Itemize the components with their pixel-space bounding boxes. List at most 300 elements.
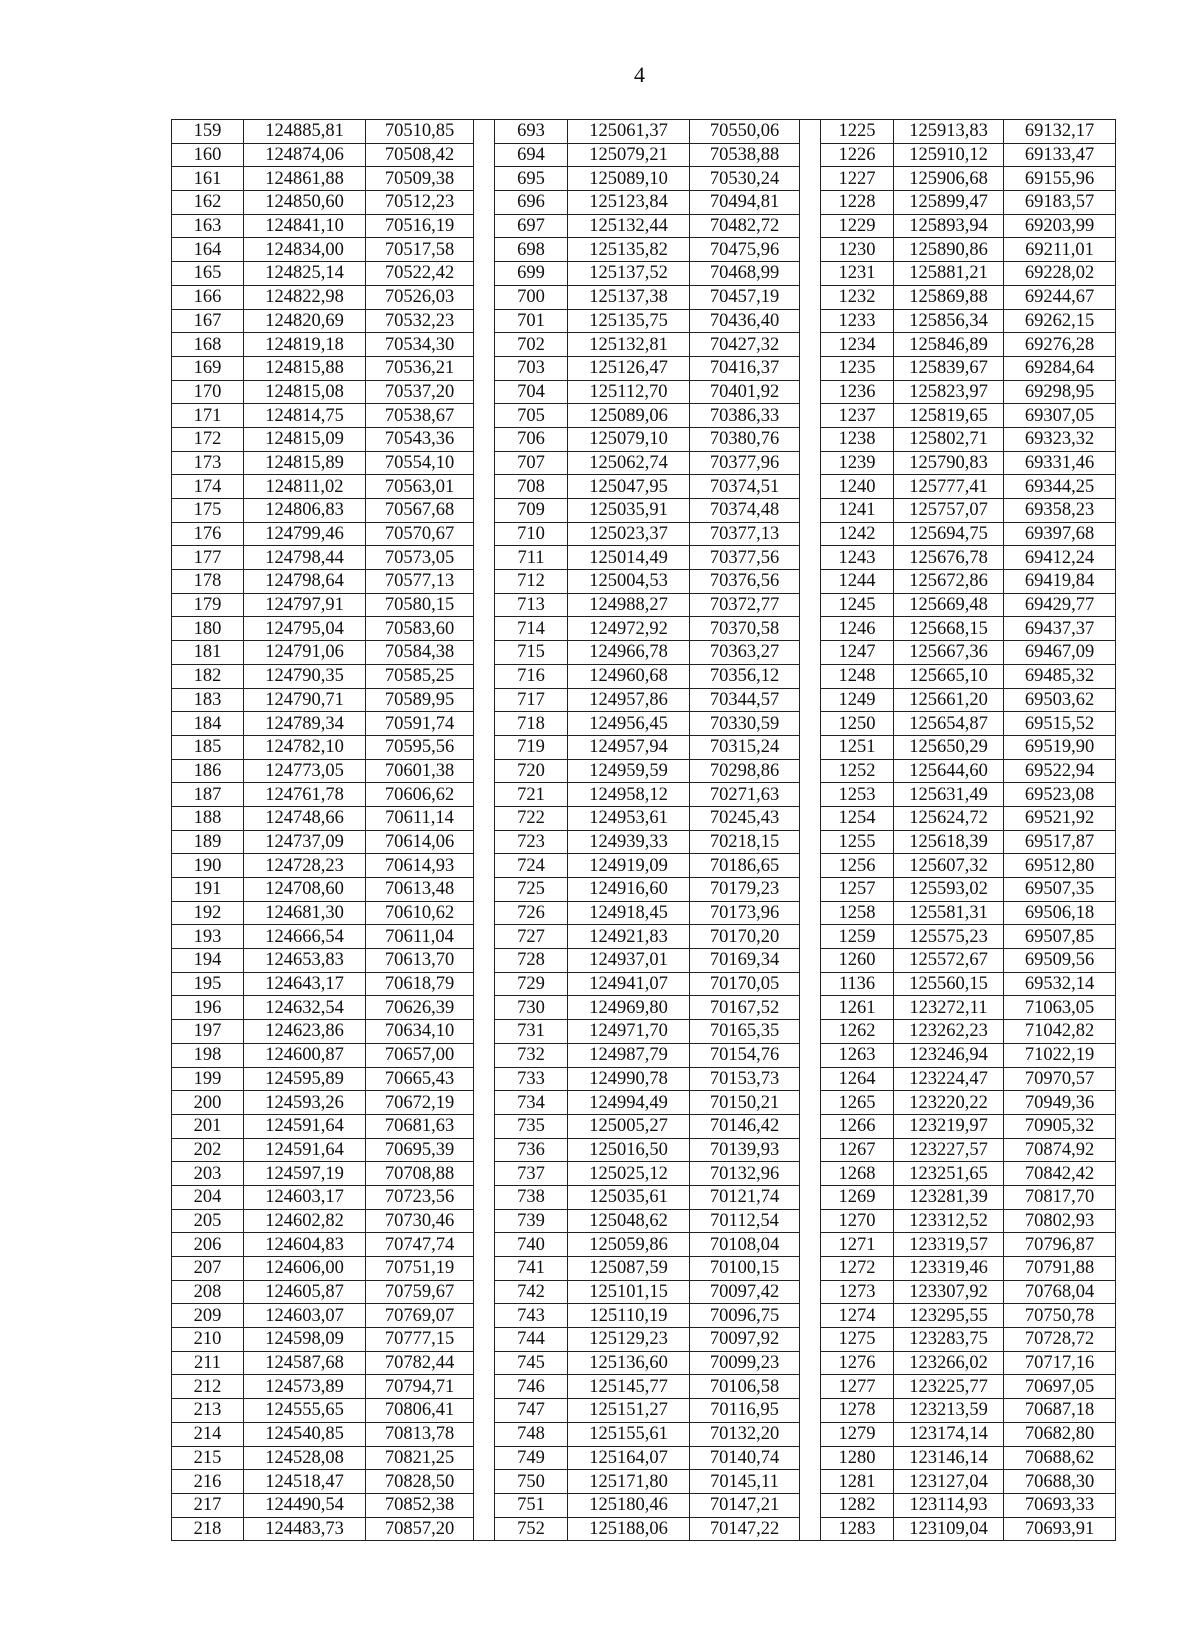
y-coordinate-cell: 70806,41 xyxy=(366,1399,474,1423)
y-coordinate-cell: 70828,50 xyxy=(366,1470,474,1494)
table-row xyxy=(172,641,1116,665)
point-number-cell: 1254 xyxy=(821,806,894,830)
y-coordinate-cell: 70717,16 xyxy=(1004,1351,1116,1375)
point-number-cell: 693 xyxy=(495,120,568,144)
y-coordinate-cell: 70584,38 xyxy=(366,641,474,665)
y-coordinate-cell: 70723,56 xyxy=(366,1185,474,1209)
table-row xyxy=(172,546,1116,570)
x-coordinate-cell: 125101,15 xyxy=(568,1280,690,1304)
column-spacer xyxy=(800,1470,821,1494)
x-coordinate-cell: 125089,10 xyxy=(568,167,690,191)
x-coordinate-cell: 124941,07 xyxy=(568,972,690,996)
table-row xyxy=(172,854,1116,878)
point-number-cell: 1226 xyxy=(821,143,894,167)
table-row xyxy=(172,1257,1116,1281)
y-coordinate-cell: 70613,48 xyxy=(366,878,474,902)
x-coordinate-cell: 124939,33 xyxy=(568,830,690,854)
x-coordinate-cell: 124681,30 xyxy=(244,901,366,925)
table-row xyxy=(172,262,1116,286)
y-coordinate-cell: 70570,67 xyxy=(366,522,474,546)
y-coordinate-cell: 70380,76 xyxy=(690,427,800,451)
x-coordinate-cell: 125669,48 xyxy=(894,593,1004,617)
table-row xyxy=(172,1067,1116,1091)
table-row xyxy=(172,1422,1116,1446)
y-coordinate-cell: 70769,07 xyxy=(366,1304,474,1328)
column-spacer xyxy=(474,830,495,854)
column-spacer xyxy=(800,972,821,996)
column-spacer xyxy=(800,854,821,878)
point-number-cell: 740 xyxy=(495,1233,568,1257)
y-coordinate-cell: 70374,48 xyxy=(690,499,800,523)
column-spacer xyxy=(800,1517,821,1541)
column-spacer xyxy=(474,901,495,925)
x-coordinate-cell: 125893,94 xyxy=(894,214,1004,238)
point-number-cell: 716 xyxy=(495,664,568,688)
y-coordinate-cell: 70585,25 xyxy=(366,664,474,688)
y-coordinate-cell: 69512,80 xyxy=(1004,854,1116,878)
point-number-cell: 1241 xyxy=(821,499,894,523)
x-coordinate-cell: 123224,47 xyxy=(894,1067,1004,1091)
point-number-cell: 183 xyxy=(172,688,244,712)
column-spacer xyxy=(800,878,821,902)
column-spacer xyxy=(800,499,821,523)
point-number-cell: 187 xyxy=(172,783,244,807)
column-spacer xyxy=(800,120,821,144)
y-coordinate-cell: 70802,93 xyxy=(1004,1209,1116,1233)
point-number-cell: 1258 xyxy=(821,901,894,925)
point-number-cell: 694 xyxy=(495,143,568,167)
column-spacer xyxy=(800,309,821,333)
point-number-cell: 170 xyxy=(172,380,244,404)
y-coordinate-cell: 70139,93 xyxy=(690,1138,800,1162)
point-number-cell: 704 xyxy=(495,380,568,404)
point-number-cell: 710 xyxy=(495,522,568,546)
point-number-cell: 1277 xyxy=(821,1375,894,1399)
y-coordinate-cell: 70759,67 xyxy=(366,1280,474,1304)
y-coordinate-cell: 70573,05 xyxy=(366,546,474,570)
y-coordinate-cell: 70532,23 xyxy=(366,309,474,333)
point-number-cell: 749 xyxy=(495,1446,568,1470)
x-coordinate-cell: 124990,78 xyxy=(568,1067,690,1091)
point-number-cell: 179 xyxy=(172,593,244,617)
x-coordinate-cell: 124604,83 xyxy=(244,1233,366,1257)
y-coordinate-cell: 70589,95 xyxy=(366,688,474,712)
x-coordinate-cell: 124728,23 xyxy=(244,854,366,878)
point-number-cell: 162 xyxy=(172,191,244,215)
y-coordinate-cell: 70618,79 xyxy=(366,972,474,996)
y-coordinate-cell: 70100,15 xyxy=(690,1257,800,1281)
table-row xyxy=(172,475,1116,499)
point-number-cell: 1283 xyxy=(821,1517,894,1541)
column-spacer xyxy=(800,996,821,1020)
column-spacer xyxy=(800,427,821,451)
y-coordinate-cell: 69155,96 xyxy=(1004,167,1116,191)
x-coordinate-cell: 125757,07 xyxy=(894,499,1004,523)
y-coordinate-cell: 70874,92 xyxy=(1004,1138,1116,1162)
x-coordinate-cell: 125112,70 xyxy=(568,380,690,404)
x-coordinate-cell: 124972,92 xyxy=(568,617,690,641)
point-number-cell: 712 xyxy=(495,570,568,594)
point-number-cell: 738 xyxy=(495,1185,568,1209)
y-coordinate-cell: 69276,28 xyxy=(1004,333,1116,357)
column-spacer xyxy=(800,546,821,570)
x-coordinate-cell: 125790,83 xyxy=(894,451,1004,475)
y-coordinate-cell: 70747,74 xyxy=(366,1233,474,1257)
y-coordinate-cell: 70516,19 xyxy=(366,214,474,238)
point-number-cell: 727 xyxy=(495,925,568,949)
point-number-cell: 723 xyxy=(495,830,568,854)
x-coordinate-cell: 125906,68 xyxy=(894,167,1004,191)
y-coordinate-cell: 69358,23 xyxy=(1004,499,1116,523)
y-coordinate-cell: 70537,20 xyxy=(366,380,474,404)
table-row xyxy=(172,617,1116,641)
point-number-cell: 714 xyxy=(495,617,568,641)
x-coordinate-cell: 124820,69 xyxy=(244,309,366,333)
column-spacer xyxy=(800,735,821,759)
y-coordinate-cell: 70614,93 xyxy=(366,854,474,878)
y-coordinate-cell: 70363,27 xyxy=(690,641,800,665)
y-coordinate-cell: 70169,34 xyxy=(690,949,800,973)
x-coordinate-cell: 125869,88 xyxy=(894,285,1004,309)
column-spacer xyxy=(474,688,495,712)
y-coordinate-cell: 70170,20 xyxy=(690,925,800,949)
x-coordinate-cell: 123312,52 xyxy=(894,1209,1004,1233)
column-spacer xyxy=(474,1020,495,1044)
point-number-cell: 174 xyxy=(172,475,244,499)
table-row xyxy=(172,120,1116,144)
point-number-cell: 175 xyxy=(172,499,244,523)
x-coordinate-cell: 123319,57 xyxy=(894,1233,1004,1257)
column-spacer xyxy=(800,712,821,736)
y-coordinate-cell: 70817,70 xyxy=(1004,1185,1116,1209)
x-coordinate-cell: 125802,71 xyxy=(894,427,1004,451)
x-coordinate-cell: 124798,64 xyxy=(244,570,366,594)
point-number-cell: 697 xyxy=(495,214,568,238)
y-coordinate-cell: 71063,05 xyxy=(1004,996,1116,1020)
point-number-cell: 1264 xyxy=(821,1067,894,1091)
table-row xyxy=(172,499,1116,523)
x-coordinate-cell: 125654,87 xyxy=(894,712,1004,736)
x-coordinate-cell: 124518,47 xyxy=(244,1470,366,1494)
y-coordinate-cell: 70567,68 xyxy=(366,499,474,523)
x-coordinate-cell: 124791,06 xyxy=(244,641,366,665)
x-coordinate-cell: 124841,10 xyxy=(244,214,366,238)
x-coordinate-cell: 125913,83 xyxy=(894,120,1004,144)
point-number-cell: 217 xyxy=(172,1493,244,1517)
point-number-cell: 725 xyxy=(495,878,568,902)
point-number-cell: 1230 xyxy=(821,238,894,262)
table-row xyxy=(172,1162,1116,1186)
column-spacer xyxy=(474,664,495,688)
y-coordinate-cell: 70153,73 xyxy=(690,1067,800,1091)
y-coordinate-cell: 70132,20 xyxy=(690,1422,800,1446)
x-coordinate-cell: 123319,46 xyxy=(894,1257,1004,1281)
x-coordinate-cell: 124603,17 xyxy=(244,1185,366,1209)
point-number-cell: 1278 xyxy=(821,1399,894,1423)
x-coordinate-cell: 123307,92 xyxy=(894,1280,1004,1304)
table-row xyxy=(172,356,1116,380)
x-coordinate-cell: 124815,09 xyxy=(244,427,366,451)
x-coordinate-cell: 125846,89 xyxy=(894,333,1004,357)
column-spacer xyxy=(474,262,495,286)
point-number-cell: 1268 xyxy=(821,1162,894,1186)
column-spacer xyxy=(474,1209,495,1233)
y-coordinate-cell: 69521,92 xyxy=(1004,806,1116,830)
x-coordinate-cell: 124815,08 xyxy=(244,380,366,404)
x-coordinate-cell: 125881,21 xyxy=(894,262,1004,286)
column-spacer xyxy=(800,1138,821,1162)
x-coordinate-cell: 125155,61 xyxy=(568,1422,690,1446)
column-spacer xyxy=(474,120,495,144)
x-coordinate-cell: 125014,49 xyxy=(568,546,690,570)
point-number-cell: 209 xyxy=(172,1304,244,1328)
x-coordinate-cell: 124540,85 xyxy=(244,1422,366,1446)
table-row xyxy=(172,1091,1116,1115)
x-coordinate-cell: 124937,01 xyxy=(568,949,690,973)
x-coordinate-cell: 124573,89 xyxy=(244,1375,366,1399)
y-coordinate-cell: 70150,21 xyxy=(690,1091,800,1115)
y-coordinate-cell: 70697,05 xyxy=(1004,1375,1116,1399)
table-row xyxy=(172,285,1116,309)
column-spacer xyxy=(474,475,495,499)
y-coordinate-cell: 70530,24 xyxy=(690,167,800,191)
point-number-cell: 1260 xyxy=(821,949,894,973)
y-coordinate-cell: 70170,05 xyxy=(690,972,800,996)
x-coordinate-cell: 125667,36 xyxy=(894,641,1004,665)
y-coordinate-cell: 70475,96 xyxy=(690,238,800,262)
x-coordinate-cell: 125123,84 xyxy=(568,191,690,215)
x-coordinate-cell: 124595,89 xyxy=(244,1067,366,1091)
y-coordinate-cell: 70132,96 xyxy=(690,1162,800,1186)
point-number-cell: 199 xyxy=(172,1067,244,1091)
column-spacer xyxy=(800,238,821,262)
column-spacer xyxy=(474,309,495,333)
column-spacer xyxy=(474,1399,495,1423)
point-number-cell: 1256 xyxy=(821,854,894,878)
y-coordinate-cell: 70728,72 xyxy=(1004,1328,1116,1352)
x-coordinate-cell: 124605,87 xyxy=(244,1280,366,1304)
y-coordinate-cell: 70096,75 xyxy=(690,1304,800,1328)
point-number-cell: 1272 xyxy=(821,1257,894,1281)
y-coordinate-cell: 69419,84 xyxy=(1004,570,1116,594)
point-number-cell: 750 xyxy=(495,1470,568,1494)
point-number-cell: 1263 xyxy=(821,1043,894,1067)
y-coordinate-cell: 70554,10 xyxy=(366,451,474,475)
point-number-cell: 700 xyxy=(495,285,568,309)
point-number-cell: 741 xyxy=(495,1257,568,1281)
column-spacer xyxy=(474,735,495,759)
y-coordinate-cell: 69467,09 xyxy=(1004,641,1116,665)
x-coordinate-cell: 124994,49 xyxy=(568,1091,690,1115)
x-coordinate-cell: 125079,10 xyxy=(568,427,690,451)
y-coordinate-cell: 70140,74 xyxy=(690,1446,800,1470)
x-coordinate-cell: 125581,31 xyxy=(894,901,1004,925)
point-number-cell: 196 xyxy=(172,996,244,1020)
x-coordinate-cell: 124819,18 xyxy=(244,333,366,357)
y-coordinate-cell: 70782,44 xyxy=(366,1351,474,1375)
x-coordinate-cell: 125132,44 xyxy=(568,214,690,238)
y-coordinate-cell: 70591,74 xyxy=(366,712,474,736)
y-coordinate-cell: 70165,35 xyxy=(690,1020,800,1044)
point-number-cell: 1239 xyxy=(821,451,894,475)
table-row xyxy=(172,380,1116,404)
point-number-cell: 702 xyxy=(495,333,568,357)
x-coordinate-cell: 125910,12 xyxy=(894,143,1004,167)
column-spacer xyxy=(474,1280,495,1304)
point-number-cell: 715 xyxy=(495,641,568,665)
x-coordinate-cell: 123262,23 xyxy=(894,1020,1004,1044)
column-spacer xyxy=(800,1257,821,1281)
y-coordinate-cell: 70457,19 xyxy=(690,285,800,309)
y-coordinate-cell: 69284,64 xyxy=(1004,356,1116,380)
y-coordinate-cell: 70688,62 xyxy=(1004,1446,1116,1470)
column-spacer xyxy=(800,143,821,167)
column-spacer xyxy=(474,570,495,594)
y-coordinate-cell: 69517,87 xyxy=(1004,830,1116,854)
table-row xyxy=(172,972,1116,996)
y-coordinate-cell: 70970,57 xyxy=(1004,1067,1116,1091)
x-coordinate-cell: 124834,00 xyxy=(244,238,366,262)
point-number-cell: 1267 xyxy=(821,1138,894,1162)
y-coordinate-cell: 70372,77 xyxy=(690,593,800,617)
table-row xyxy=(172,783,1116,807)
column-spacer xyxy=(800,285,821,309)
point-number-cell: 744 xyxy=(495,1328,568,1352)
y-coordinate-cell: 69132,17 xyxy=(1004,120,1116,144)
x-coordinate-cell: 124790,35 xyxy=(244,664,366,688)
x-coordinate-cell: 124957,94 xyxy=(568,735,690,759)
y-coordinate-cell: 70517,58 xyxy=(366,238,474,262)
table-row xyxy=(172,1351,1116,1375)
y-coordinate-cell: 70167,52 xyxy=(690,996,800,1020)
point-number-cell: 211 xyxy=(172,1351,244,1375)
x-coordinate-cell: 124643,17 xyxy=(244,972,366,996)
point-number-cell: 180 xyxy=(172,617,244,641)
point-number-cell: 1257 xyxy=(821,878,894,902)
column-spacer xyxy=(800,1493,821,1517)
point-number-cell: 733 xyxy=(495,1067,568,1091)
column-spacer xyxy=(474,214,495,238)
x-coordinate-cell: 123127,04 xyxy=(894,1470,1004,1494)
x-coordinate-cell: 124966,78 xyxy=(568,641,690,665)
table-row xyxy=(172,1020,1116,1044)
point-number-cell: 1279 xyxy=(821,1422,894,1446)
table-row xyxy=(172,1493,1116,1517)
point-number-cell: 201 xyxy=(172,1114,244,1138)
y-coordinate-cell: 70245,43 xyxy=(690,806,800,830)
column-spacer xyxy=(800,617,821,641)
x-coordinate-cell: 124861,88 xyxy=(244,167,366,191)
table-row xyxy=(172,1328,1116,1352)
point-number-cell: 736 xyxy=(495,1138,568,1162)
y-coordinate-cell: 70791,88 xyxy=(1004,1257,1116,1281)
y-coordinate-cell: 70509,38 xyxy=(366,167,474,191)
point-number-cell: 734 xyxy=(495,1091,568,1115)
x-coordinate-cell: 125061,37 xyxy=(568,120,690,144)
x-coordinate-cell: 125110,19 xyxy=(568,1304,690,1328)
column-spacer xyxy=(800,641,821,665)
column-spacer xyxy=(474,1257,495,1281)
point-number-cell: 707 xyxy=(495,451,568,475)
point-number-cell: 695 xyxy=(495,167,568,191)
column-spacer xyxy=(800,759,821,783)
point-number-cell: 1225 xyxy=(821,120,894,144)
x-coordinate-cell: 125164,07 xyxy=(568,1446,690,1470)
y-coordinate-cell: 69211,01 xyxy=(1004,238,1116,262)
y-coordinate-cell: 70580,15 xyxy=(366,593,474,617)
point-number-cell: 1269 xyxy=(821,1185,894,1209)
point-number-cell: 191 xyxy=(172,878,244,902)
y-coordinate-cell: 70427,32 xyxy=(690,333,800,357)
x-coordinate-cell: 125890,86 xyxy=(894,238,1004,262)
x-coordinate-cell: 123174,14 xyxy=(894,1422,1004,1446)
point-number-cell: 1242 xyxy=(821,522,894,546)
point-number-cell: 1248 xyxy=(821,664,894,688)
column-spacer xyxy=(800,1446,821,1470)
point-number-cell: 742 xyxy=(495,1280,568,1304)
x-coordinate-cell: 125607,32 xyxy=(894,854,1004,878)
point-number-cell: 1229 xyxy=(821,214,894,238)
x-coordinate-cell: 125560,15 xyxy=(894,972,1004,996)
point-number-cell: 188 xyxy=(172,806,244,830)
y-coordinate-cell: 70099,23 xyxy=(690,1351,800,1375)
x-coordinate-cell: 125048,62 xyxy=(568,1209,690,1233)
point-number-cell: 165 xyxy=(172,262,244,286)
point-number-cell: 171 xyxy=(172,404,244,428)
column-spacer xyxy=(800,1328,821,1352)
point-number-cell: 720 xyxy=(495,759,568,783)
column-spacer xyxy=(800,1422,821,1446)
x-coordinate-cell: 124814,75 xyxy=(244,404,366,428)
y-coordinate-cell: 70386,33 xyxy=(690,404,800,428)
column-spacer xyxy=(474,238,495,262)
y-coordinate-cell: 70595,56 xyxy=(366,735,474,759)
point-number-cell: 1282 xyxy=(821,1493,894,1517)
y-coordinate-cell: 70777,15 xyxy=(366,1328,474,1352)
point-number-cell: 195 xyxy=(172,972,244,996)
y-coordinate-cell: 70852,38 xyxy=(366,1493,474,1517)
table-row xyxy=(172,427,1116,451)
x-coordinate-cell: 124782,10 xyxy=(244,735,366,759)
point-number-cell: 1261 xyxy=(821,996,894,1020)
table-row xyxy=(172,878,1116,902)
point-number-cell: 194 xyxy=(172,949,244,973)
x-coordinate-cell: 124918,45 xyxy=(568,901,690,925)
point-number-cell: 706 xyxy=(495,427,568,451)
x-coordinate-cell: 125135,82 xyxy=(568,238,690,262)
point-number-cell: 189 xyxy=(172,830,244,854)
x-coordinate-cell: 125035,91 xyxy=(568,499,690,523)
y-coordinate-cell: 69298,95 xyxy=(1004,380,1116,404)
column-spacer xyxy=(800,1162,821,1186)
point-number-cell: 722 xyxy=(495,806,568,830)
table-row xyxy=(172,570,1116,594)
x-coordinate-cell: 124593,26 xyxy=(244,1091,366,1115)
point-number-cell: 746 xyxy=(495,1375,568,1399)
column-spacer xyxy=(474,1304,495,1328)
x-coordinate-cell: 125856,34 xyxy=(894,309,1004,333)
x-coordinate-cell: 125823,97 xyxy=(894,380,1004,404)
x-coordinate-cell: 124916,60 xyxy=(568,878,690,902)
column-spacer xyxy=(800,167,821,191)
x-coordinate-cell: 124969,80 xyxy=(568,996,690,1020)
y-coordinate-cell: 70613,70 xyxy=(366,949,474,973)
column-spacer xyxy=(474,1185,495,1209)
point-number-cell: 1252 xyxy=(821,759,894,783)
x-coordinate-cell: 124587,68 xyxy=(244,1351,366,1375)
y-coordinate-cell: 70681,63 xyxy=(366,1114,474,1138)
point-number-cell: 735 xyxy=(495,1114,568,1138)
